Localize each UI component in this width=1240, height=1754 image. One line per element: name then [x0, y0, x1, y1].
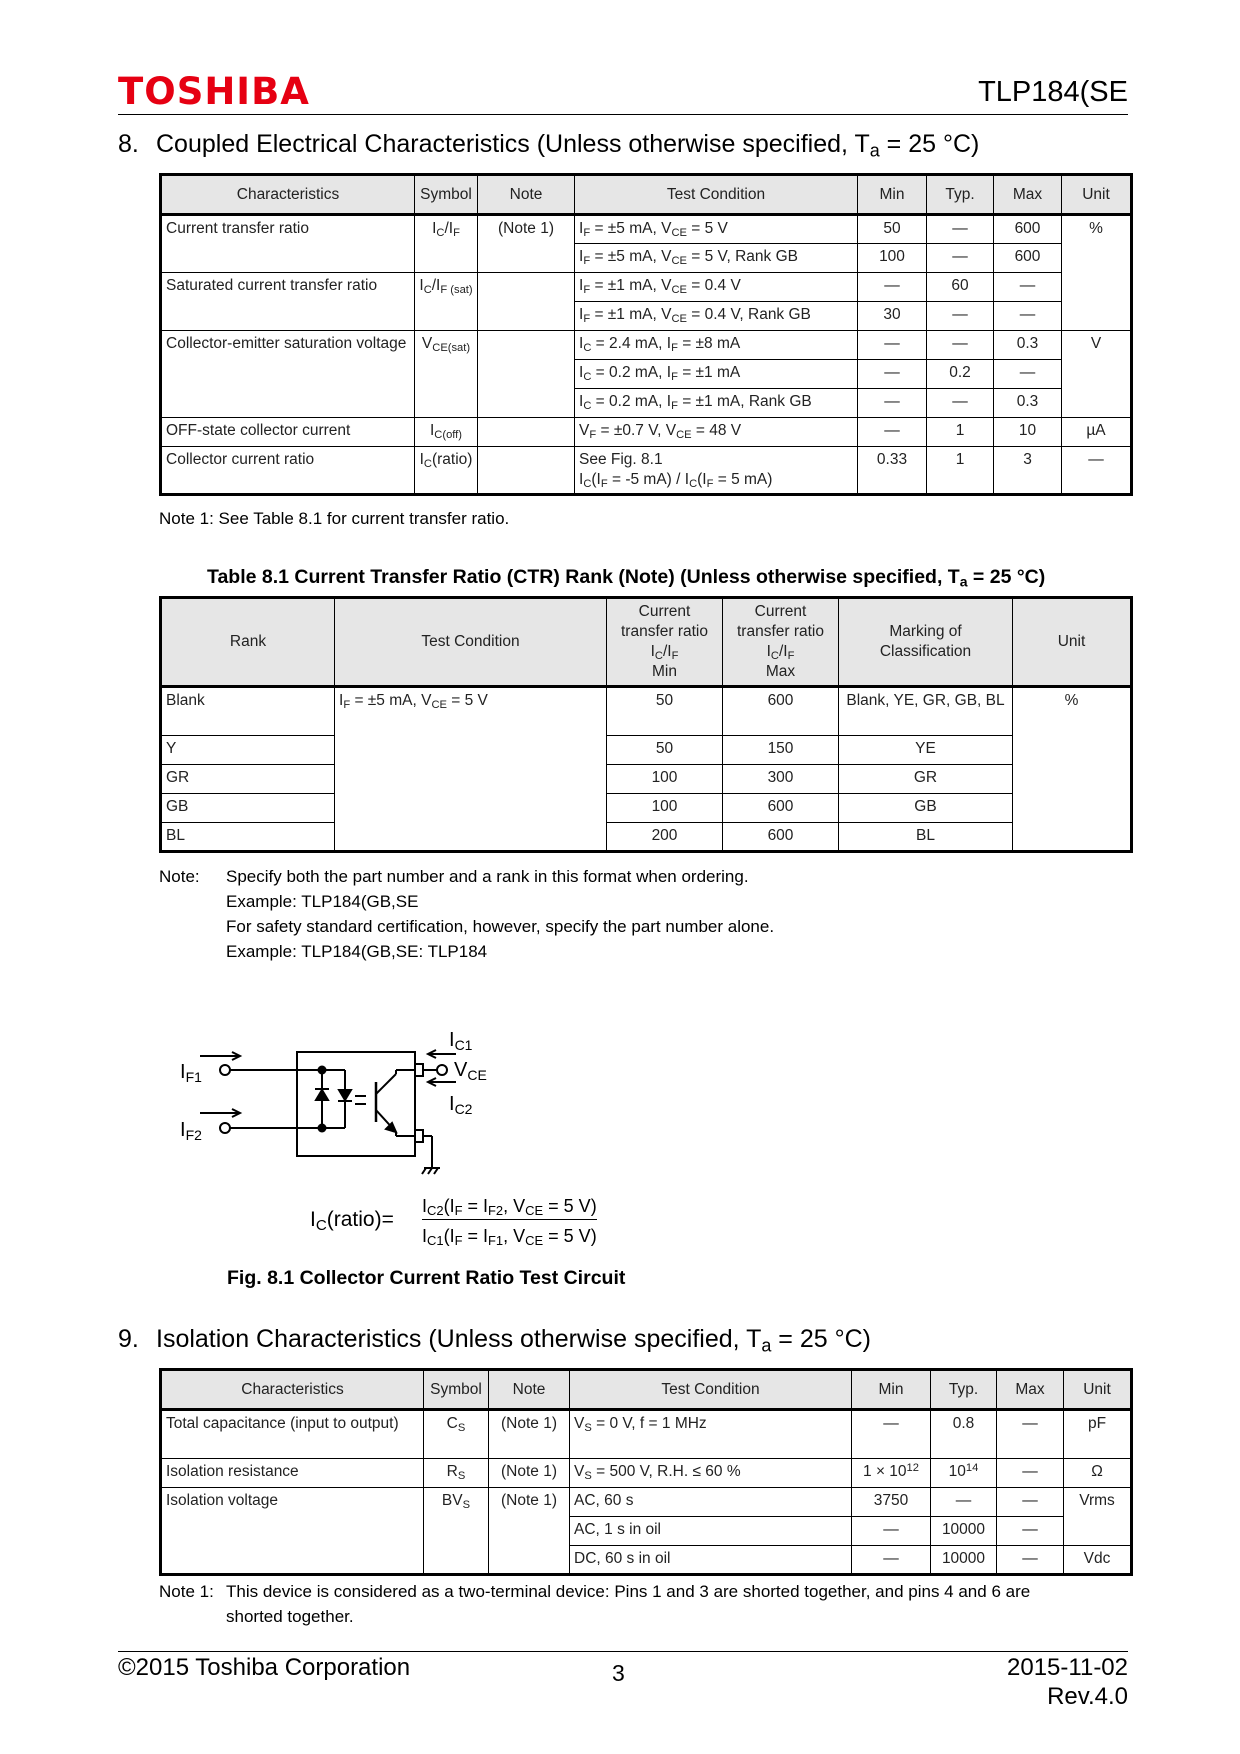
cell-min: 30 — [858, 302, 927, 331]
footer-revision: Rev.4.0 — [1047, 1683, 1128, 1710]
marking-col-header: Marking of Classification — [839, 598, 1013, 687]
table-row — [161, 794, 1132, 823]
cell-min: 3750 — [852, 1488, 931, 1517]
label-ic2: $I_{C2}$ — [449, 1093, 473, 1117]
cell-typ: — — [927, 302, 994, 331]
table-81-note-line: Example: TLP184(GB,SE: TLP184 — [226, 942, 488, 961]
cell-max: 0.3 — [994, 389, 1062, 418]
table-row — [161, 331, 1132, 360]
cell-typ: — — [927, 389, 994, 418]
cell-min: 50 — [858, 215, 927, 244]
rank-marking-cell: YE — [839, 736, 1013, 765]
cell-typ: 1 — [927, 418, 994, 447]
cell-typ: — — [927, 331, 994, 360]
col-header-min: Min — [858, 175, 927, 215]
section-8-note: Note 1: See Table 8.1 for current transfer ratio. — [159, 509, 510, 528]
iso-cond-iso-1: AC, 60 s — [570, 1488, 852, 1517]
section-9-note-line: shorted together. — [226, 1607, 354, 1626]
rank-marking-cell: GB — [839, 794, 1013, 823]
cond-col-header: Test Condition — [335, 598, 607, 687]
table-row — [161, 687, 1132, 736]
label-ic1: $I_{C1}$ — [449, 1029, 473, 1053]
col-header-test-condition: Test Condition — [575, 175, 858, 215]
cell-max: — — [997, 1546, 1064, 1575]
cell-min: — — [858, 418, 927, 447]
table-row — [161, 418, 1132, 447]
row-symbol-off: $I_{C(off)}$ — [415, 418, 478, 447]
cell-typ: 10000 — [931, 1517, 997, 1546]
cond-vce-3: $I_C = 0.2$ mA, $I_F = \pm 1$ mA, Rank GB — [575, 389, 858, 418]
table-row — [161, 823, 1132, 852]
isolation-characteristics-table — [159, 1368, 1133, 1576]
cell-min: — — [852, 1517, 931, 1546]
row-note-ctr: (Note 1) — [478, 215, 575, 273]
cell-min: — — [858, 389, 927, 418]
table-81-caption — [207, 566, 1045, 589]
label-vce: $V_{CE}$ — [454, 1059, 487, 1083]
cond-ratio-line2: $I_C(I_F = -5$ $mA) / I_C(I_F = 5$ mA) — [579, 471, 773, 490]
rank-marking-cell: Blank, YE, GR, GB, BL — [839, 687, 1013, 736]
table-row — [161, 736, 1132, 765]
table-row — [161, 1488, 1132, 1517]
footer-copyright: ©2015 Toshiba Corporation — [118, 1654, 411, 1681]
unit-col-header: Unit — [1013, 598, 1132, 687]
label-if2: $I_{F2}$ — [180, 1119, 202, 1143]
section-8-number: 8. — [118, 130, 139, 158]
terminal-vce — [437, 1065, 447, 1075]
table-81-note-label: Note: — [159, 867, 200, 886]
cell-max: — — [997, 1410, 1064, 1459]
row-symbol-vce: $V_{CE(sat)}$ — [415, 331, 478, 418]
cell-typ: — — [931, 1488, 997, 1517]
section-9-number: 9. — [118, 1325, 139, 1353]
cond-vce-2: $I_C = 0.2$ mA, $I_F = \pm 1$ mA — [575, 360, 858, 389]
rank-col-header: Rank — [161, 598, 335, 687]
iso-cond-cap: $V_S = 0$ V, f = 1 MHz — [570, 1410, 852, 1459]
iso-row-symbol-cap: $C_S$ — [424, 1410, 489, 1459]
row-name-vce: Collector-emitter saturation voltage — [161, 331, 415, 418]
cell-max: 600 — [994, 215, 1062, 244]
section-9-heading — [118, 1325, 871, 1354]
max-header-line2: transfer ratio — [736, 623, 824, 640]
rank-max-cell: 600 — [723, 687, 839, 736]
cell-unit: % — [1062, 215, 1132, 331]
cell-min: 100 — [858, 244, 927, 273]
cell-max: 3 — [994, 447, 1062, 495]
iso-row-name-iso: Isolation voltage — [161, 1488, 424, 1575]
rank-min-cell: 200 — [607, 823, 723, 852]
cond-sat-1: $I_F = \pm 1$ mA, $V_{CE} = 0.4$ V — [575, 273, 858, 302]
cell-max: — — [994, 273, 1062, 302]
row-note-sat — [478, 273, 575, 331]
section-9-title-sub: a — [761, 1335, 772, 1356]
row-name-sat: Saturated current transfer ratio — [161, 273, 415, 331]
cell-typ: — — [927, 215, 994, 244]
cond-ctr-1: $I_F = \pm 5$ mA, $V_{CE} = 5$ V — [575, 215, 858, 244]
rank-min-cell: 50 — [607, 687, 723, 736]
max-header-symbol: $I_C/I_F$ — [766, 643, 795, 662]
footer-date: 2015-11-02 — [1007, 1654, 1128, 1681]
iso-row-symbol-iso: $BV_S$ — [424, 1488, 489, 1575]
part-number: TLP184(SE — [978, 76, 1128, 108]
section-9-note-label: Note 1: — [159, 1582, 214, 1601]
cell-unit: pF — [1064, 1410, 1132, 1459]
col-header-characteristics: Characteristics — [161, 175, 415, 215]
cell-typ: 1 — [927, 447, 994, 495]
section-8-title-b: = 25 °C) — [879, 130, 980, 158]
min-header-line1: Current — [638, 603, 691, 620]
rank-max-cell: 600 — [723, 823, 839, 852]
iso-row-note: (Note 1) — [489, 1459, 570, 1488]
min-col-header — [607, 598, 723, 687]
cell-typ: — — [927, 244, 994, 273]
table-81-note-body — [226, 864, 774, 964]
rank-min-cell: 50 — [607, 736, 723, 765]
label-if1: $I_{F1}$ — [180, 1061, 202, 1085]
cell-typ: 0.2 — [927, 360, 994, 389]
table-81-note-line: Example: TLP184(GB,SE — [226, 892, 419, 911]
rank-min-cell: 100 — [607, 794, 723, 823]
cell-max: 0.3 — [994, 331, 1062, 360]
section-9-title-a: Isolation Characteristics (Unless otherwise specified, T — [156, 1325, 762, 1353]
table-81-caption-b: = 25 °C) — [967, 566, 1046, 588]
section-9-title-b: = 25 °C) — [771, 1325, 871, 1353]
cell-min: — — [858, 360, 927, 389]
cond-vce-1: $I_C = 2.4$ mA, $I_F = \pm 8$ mA — [575, 331, 858, 360]
cell-min: — — [858, 273, 927, 302]
col-header-note: Note — [478, 175, 575, 215]
rank-unit-cell: % — [1013, 687, 1132, 852]
section-8-title-sub: a — [869, 140, 880, 161]
row-name-ratio: Collector current ratio — [161, 447, 415, 495]
row-note-ratio — [478, 447, 575, 495]
cell-typ: 10000 — [931, 1546, 997, 1575]
cell-max: 600 — [994, 244, 1062, 273]
col-header-typ: Typ. — [927, 175, 994, 215]
max-col-header — [723, 598, 839, 687]
table-81-note-line: Specify both the part number and a rank in this format when ordering. — [226, 867, 749, 886]
diode-up-icon — [316, 1090, 328, 1100]
rank-max-cell: 150 — [723, 736, 839, 765]
toshiba-logo: TOSHIBA — [118, 70, 310, 113]
iso-cond-res: $V_S = 500$ V, R.H. ≤ 60 % — [570, 1459, 852, 1488]
rank-cell: Y — [161, 736, 335, 765]
cell-unit: Vdc — [1064, 1546, 1132, 1575]
iso-row-note: (Note 1) — [489, 1410, 570, 1459]
formula-denominator: $I_{C1}(I_F = I_{F1}$, $V_{CE} = 5$ V) — [422, 1226, 597, 1249]
table-81-caption-sub: a — [959, 573, 968, 590]
rank-cell: GB — [161, 794, 335, 823]
cell-max: — — [994, 360, 1062, 389]
row-symbol-ctr: $I_C/I_F$ — [415, 215, 478, 273]
iso-col-header-typ: Typ. — [931, 1370, 997, 1410]
section-8-heading — [118, 130, 979, 159]
section-9-note-body — [226, 1579, 1131, 1629]
rank-max-cell: 300 — [723, 765, 839, 794]
footer-rule — [118, 1651, 1128, 1652]
header-rule — [118, 114, 1128, 115]
iso-col-header-test-condition: Test Condition — [570, 1370, 852, 1410]
cell-min: 0.33 — [858, 447, 927, 495]
min-header-symbol: $I_C/I_F$ — [650, 643, 679, 662]
iso-col-header-max: Max — [997, 1370, 1064, 1410]
cond-ratio — [575, 447, 858, 495]
cond-sat-2: $I_F = \pm 1$ mA, $V_{CE} = 0.4$ V, Rank GB — [575, 302, 858, 331]
row-name-ctr: Current transfer ratio — [161, 215, 415, 273]
cell-min: — — [852, 1546, 931, 1575]
figure-caption: Fig. 8.1 Collector Current Ratio Test Circuit — [227, 1267, 626, 1289]
cell-typ: 60 — [927, 273, 994, 302]
cond-off: $V_F = \pm 0.7$ V, $V_{CE} = 48$ V — [575, 418, 858, 447]
min-header-line2: transfer ratio — [620, 623, 708, 640]
cond-ratio-line1: See Fig. 8.1 — [579, 451, 663, 468]
rank-cell: GR — [161, 765, 335, 794]
rank-marking-cell: GR — [839, 765, 1013, 794]
terminal-if1 — [220, 1065, 230, 1075]
table-row — [161, 215, 1132, 244]
coupled-characteristics-table — [159, 173, 1133, 496]
rank-min-cell: 100 — [607, 765, 723, 794]
diode-down-icon — [339, 1090, 351, 1100]
rank-cell: Blank — [161, 687, 335, 736]
cell-unit: V — [1062, 331, 1132, 418]
cell-typ: 0.8 — [931, 1410, 997, 1459]
table-row — [161, 273, 1132, 302]
cell-min: — — [852, 1410, 931, 1459]
cell-unit: Ω — [1064, 1459, 1132, 1488]
cell-min: — — [858, 331, 927, 360]
max-header-line1: Current — [754, 603, 807, 620]
cell-min: $1 \times 10^{12}$ — [852, 1459, 931, 1488]
table-81-caption-a: Table 8.1 Current Transfer Ratio (CTR) Rank (Note) (Unless otherwise specified, T — [207, 566, 960, 588]
table-row — [161, 1459, 1132, 1488]
iso-row-name-cap: Total capacitance (input to output) — [161, 1410, 424, 1459]
terminal-if2 — [220, 1123, 230, 1133]
cell-max: — — [994, 302, 1062, 331]
row-note-vce — [478, 331, 575, 418]
iso-row-note: (Note 1) — [489, 1488, 570, 1575]
cell-max: — — [997, 1459, 1064, 1488]
cell-unit: µA — [1062, 418, 1132, 447]
table-row — [161, 1410, 1132, 1459]
section-9-note-line: This device is considered as a two-terminal device: Pins 1 and 3 are shorted together, and pins 4 and 6 are — [226, 1582, 1031, 1601]
row-symbol-ratio: $I_C(ratio)$ — [415, 447, 478, 495]
iso-col-header-note: Note — [489, 1370, 570, 1410]
formula-numerator: $I_{C2}(I_F = I_{F2}$, $V_{CE} = 5$ V) — [422, 1196, 597, 1219]
row-note-off — [478, 418, 575, 447]
iso-row-symbol-res: $R_S$ — [424, 1459, 489, 1488]
row-name-off: OFF-state collector current — [161, 418, 415, 447]
ctr-rank-table — [159, 596, 1133, 853]
cell-unit: Vrms — [1064, 1488, 1132, 1546]
table-row — [161, 765, 1132, 794]
rank-marking-cell: BL — [839, 823, 1013, 852]
iso-col-header-unit: Unit — [1064, 1370, 1132, 1410]
max-header-line4: Max — [765, 663, 796, 680]
iso-row-name-res: Isolation resistance — [161, 1459, 424, 1488]
iso-col-header-characteristics: Characteristics — [161, 1370, 424, 1410]
rank-condition-cell: $I_F = \pm 5$ mA, $V_{CE} = 5$ V — [335, 687, 607, 852]
col-header-symbol: Symbol — [415, 175, 478, 215]
cell-max: — — [997, 1488, 1064, 1517]
cell-max: 10 — [994, 418, 1062, 447]
iso-col-header-min: Min — [852, 1370, 931, 1410]
table-81-note-line: For safety standard certification, however, specify the part number alone. — [226, 917, 775, 936]
cell-max: — — [997, 1517, 1064, 1546]
section-8-title-a: Coupled Electrical Characteristics (Unless otherwise specified, T — [156, 130, 870, 158]
iso-col-header-symbol: Symbol — [424, 1370, 489, 1410]
col-header-max: Max — [994, 175, 1062, 215]
cell-unit: — — [1062, 447, 1132, 495]
formula-lhs: $I_C(ratio)=$ — [310, 1208, 394, 1234]
cond-ctr-2: $I_F = \pm 5$ mA, $V_{CE} = 5$ V, Rank GB — [575, 244, 858, 273]
footer-page-number: 3 — [612, 1660, 625, 1686]
table-row — [161, 447, 1132, 495]
iso-cond-iso-2: AC, 1 s in oil — [570, 1517, 852, 1546]
rank-max-cell: 600 — [723, 794, 839, 823]
min-header-line4: Min — [652, 663, 677, 680]
col-header-unit: Unit — [1062, 175, 1132, 215]
cell-typ: $10^{14}$ — [931, 1459, 997, 1488]
iso-cond-iso-3: DC, 60 s in oil — [570, 1546, 852, 1575]
rank-cell: BL — [161, 823, 335, 852]
row-symbol-sat: $I_C/I_{F (sat)}$ — [415, 273, 478, 331]
